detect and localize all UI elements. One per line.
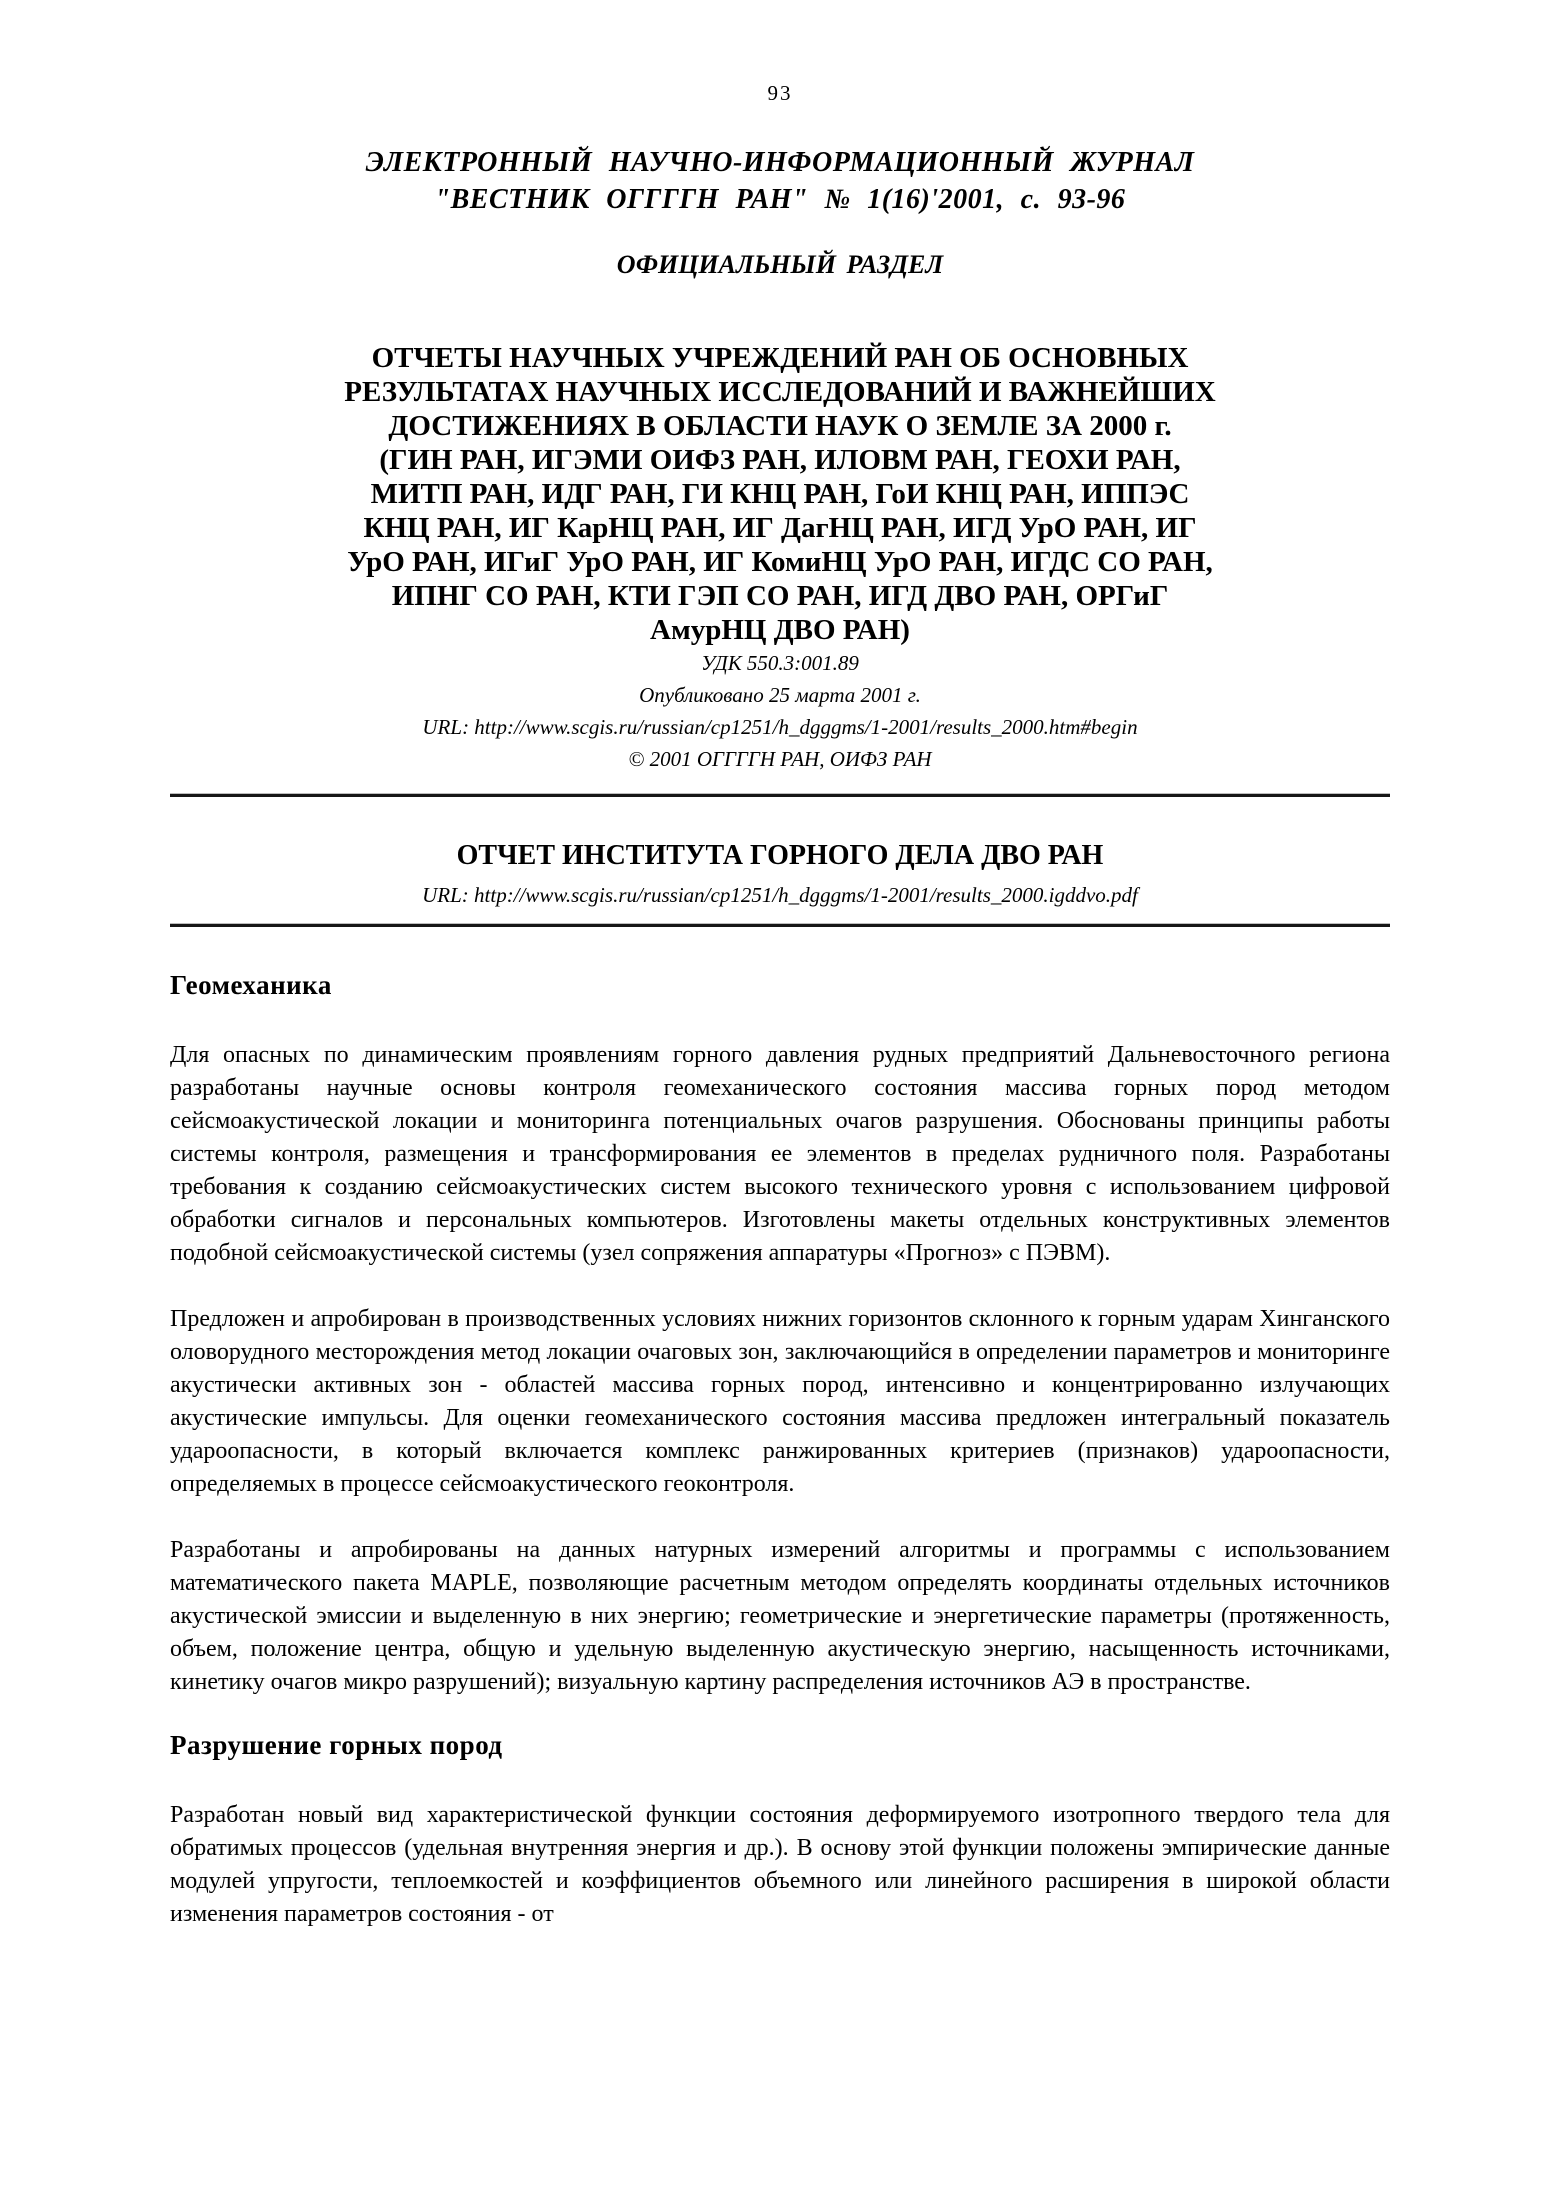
section-heading-geomechanics: Геомеханика: [170, 970, 332, 1000]
publish-date: Опубликовано 25 марта 2001 г.: [639, 683, 921, 707]
paragraph: Предложен и апробирован в производственных условиях нижних горизонтов склонного к горным ударам Хинганского оловорудного месторождения метод локации очаговых зон, заключающийся в определении параметров и мониторинге акустически активных зон - областей массива горных пород, интенсивно и концентрированно излучающих акустические импульсы. Для оценки геомеханического состояния массива предложен интегральный показатель удароопасности, в который включается комплекс ранжированных критериев (признаков) удароопасности, определяемых в процессе сейсмоакустического геоконтроля.: [170, 1306, 1390, 1497]
report-title-line: МИТП РАН, ИДГ РАН, ГИ КНЦ РАН, ГоИ КНЦ РАН, ИППЭС: [370, 478, 1190, 510]
report-title-line: ИПНГ СО РАН, КТИ ГЭП СО РАН, ИГД ДВО РАН, ОРГиГ: [391, 580, 1169, 612]
report-title-line: ДОСТИЖЕНИЯХ В ОБЛАСТИ НАУК О ЗЕМЛЕ ЗА 2000 г.: [388, 410, 1172, 442]
paragraph: Разработаны и апробированы на данных натурных измерений алгоритмы и программы с использованием математического пакета MAPLE, позволяющие расчетным методом определять координаты отдельных источников акустической эмиссии и выделенную в них энергию; геометрические и энергетические параметры (протяженность, объем, положение центра, общую и удельную выделенную акустическую энергию, насыщенность источниками, кинетику очагов микро разрушений); визуальную картину распределения источников АЭ в пространстве.: [170, 1537, 1390, 1695]
institute-report-title: ОТЧЕТ ИНСТИТУТА ГОРНОГО ДЕЛА ДВО РАН: [456, 840, 1104, 871]
divider-top: [170, 793, 1390, 797]
journal-section-label: ОФИЦИАЛЬНЫЙ РАЗДЕЛ: [616, 250, 944, 279]
report-title-line: АмурНЦ ДВО РАН): [650, 614, 910, 646]
report-title-line: ОТЧЕТЫ НАУЧНЫХ УЧРЕЖДЕНИЙ РАН ОБ ОСНОВНЫХ: [371, 342, 1189, 374]
paragraph: Разработан новый вид характеристической функции состояния деформируемого изотропного твердого тела для обратимых процессов (удельная внутренняя энергия и др.). В основу этой функции положены эмпирические данные модулей упругости, теплоемкостей и коэффициентов объемного или линейного расширения в широкой области изменения параметров состояния - от: [170, 1802, 1390, 1927]
report-title: [170, 341, 1390, 647]
divider-bottom: [170, 923, 1390, 927]
report-body: [170, 969, 1390, 1931]
report-meta: [170, 647, 1390, 775]
report-url: URL: http://www.scgis.ru/russian/cp1251/h_dgggms/1-2001/results_2000.htm#begin: [422, 715, 1138, 739]
journal-title-line: ЭЛЕКТРОННЫЙ НАУЧНО-ИНФОРМАЦИОННЫЙ ЖУРНАЛ: [365, 147, 1195, 178]
institute-report-url: URL: http://www.scgis.ru/russian/cp1251/h_dgggms/1-2001/results_2000.igddvo.pdf: [422, 883, 1138, 907]
udc-code: УДК 550.3:001.89: [701, 651, 859, 675]
section-heading-rock-destruction: Разрушение горных пород: [170, 1730, 503, 1760]
page-number: 93: [767, 81, 793, 105]
report-title-line: РЕЗУЛЬТАТАХ НАУЧНЫХ ИССЛЕДОВАНИЙ И ВАЖНЕЙШИХ: [344, 376, 1216, 408]
report-title-line: КНЦ РАН, ИГ КарНЦ РАН, ИГ ДагНЦ РАН, ИГД УрО РАН, ИГ: [363, 512, 1197, 544]
report-title-line: (ГИН РАН, ИГЭМИ ОИФЗ РАН, ИЛОВМ РАН, ГЕОХИ РАН,: [379, 444, 1181, 476]
copyright-line: © 2001 ОГГГГН РАН, ОИФЗ РАН: [628, 747, 932, 771]
journal-header: [170, 144, 1390, 218]
journal-issue-line: "ВЕСТНИК ОГГГГН РАН" № 1(16)'2001, с. 93-96: [434, 184, 1126, 215]
paragraph: Для опасных по динамическим проявлениям горного давления рудных предприятий Дальневосточного региона разработаны научные основы контроля геомеханического состояния массива горных пород методом сейсмоакустической локации и мониторинга потенциальных очагов разрушения. Обоснованы принципы работы системы контроля, размещения и трансформирования ее элементов в пределах рудничного поля. Разработаны требования к созданию сейсмоакустических систем высокого технического уровня с использованием цифровой обработки сигналов и персональных компьютеров. Изготовлены макеты отдельных конструктивных элементов подобной сейсмоакустической системы (узел сопряжения аппаратуры «Прогноз» с ПЭВМ).: [170, 1042, 1390, 1266]
report-title-line: УрО РАН, ИГиГ УрО РАН, ИГ КомиНЦ УрО РАН, ИГДС СО РАН,: [347, 546, 1213, 578]
